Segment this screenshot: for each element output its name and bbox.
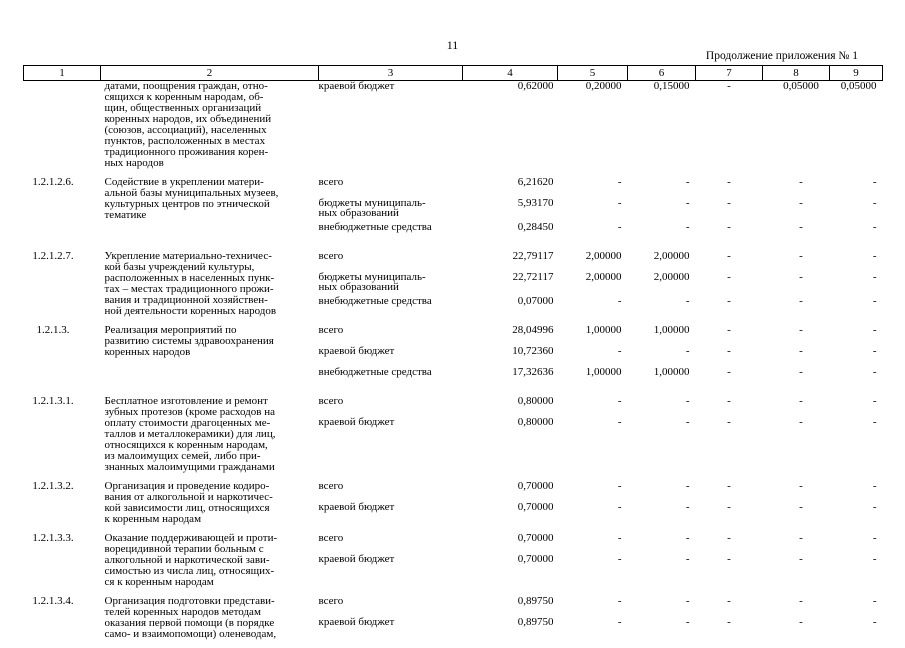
line-value: - xyxy=(617,553,622,565)
row-name: датами, поощрения граждан, отно- сящихся к коренным народам, об- щин, общественных организаций коренных народов, их объединений (союзов, ассоциаций), населенных пунктов, расположенных в местах традиционного проживания корен- ных народов xyxy=(104,80,272,169)
line-value: - xyxy=(799,480,803,492)
cell-c6 xyxy=(628,251,696,325)
line-value: - xyxy=(685,616,690,628)
line-value: внебюджетные средства xyxy=(318,221,432,233)
line-value: - xyxy=(799,197,803,209)
row-code: 1.2.1.3.4. xyxy=(32,595,74,607)
cell-src xyxy=(319,325,463,396)
line-value: 22,79117 xyxy=(512,250,554,262)
line-value: - xyxy=(617,532,622,544)
line-value: внебюджетные средства xyxy=(318,295,432,307)
line-value: - xyxy=(872,595,877,607)
cell-c9 xyxy=(830,325,883,396)
line-value: - xyxy=(727,595,731,607)
line-value: - xyxy=(685,176,690,188)
cell-c5 xyxy=(558,325,628,396)
line-value: - xyxy=(727,553,731,565)
cell-c4 xyxy=(463,177,558,251)
cell-c5 xyxy=(558,81,628,178)
col-header-5: 5 xyxy=(558,66,628,81)
line-value: 0,07000 xyxy=(517,295,554,307)
table-row xyxy=(24,533,883,596)
col-header-6: 6 xyxy=(628,66,696,81)
col-header-9: 9 xyxy=(830,66,883,81)
table-row xyxy=(24,177,883,251)
line-value: 0,80000 xyxy=(517,395,554,407)
line-value: - xyxy=(617,416,622,428)
line-value: - xyxy=(617,595,622,607)
line-value: - xyxy=(617,176,622,188)
cell-c9 xyxy=(830,177,883,251)
cell-c9 xyxy=(830,596,883,648)
line-value: 1,00000 xyxy=(585,366,622,378)
col-header-4: 4 xyxy=(463,66,558,81)
col-header-7: 7 xyxy=(696,66,763,81)
line-value: - xyxy=(685,345,690,357)
line-value: - xyxy=(872,416,877,428)
row-name: Оказание поддерживающей и проти- ворецидивной терапии больным с алкогольной и наркотической зави- симостью из числа лиц, относящих- ся к коренным народам xyxy=(104,532,278,588)
cell-c4 xyxy=(463,251,558,325)
line-value: - xyxy=(617,616,622,628)
line-value: - xyxy=(872,553,877,565)
row-name: Организация подготовки представи- телей коренных народов методам оказания первой помощи (в порядке само- и взаимопомощи) оленеводам, xyxy=(104,595,277,640)
cell-src xyxy=(319,396,463,481)
cell-c7 xyxy=(696,596,763,648)
col-header-3: 3 xyxy=(319,66,463,81)
line-value: - xyxy=(799,250,803,262)
line-value: - xyxy=(799,345,803,357)
line-value: - xyxy=(799,366,803,378)
cell-c9 xyxy=(830,533,883,596)
line-value: - xyxy=(617,480,622,492)
cell-c4 xyxy=(463,81,558,178)
cell-c7 xyxy=(696,81,763,178)
row-name: Организация и проведение кодиро- вания от алкогольной и наркотичес- кой зависимости лиц, относящихся к коренным народам xyxy=(104,480,273,525)
line-value: - xyxy=(872,345,877,357)
line-value: - xyxy=(617,345,622,357)
cell-c9 xyxy=(830,481,883,533)
line-value: - xyxy=(799,595,803,607)
cell-c8 xyxy=(763,81,830,178)
line-value: - xyxy=(799,532,803,544)
line-value: - xyxy=(727,480,731,492)
cell-src xyxy=(319,533,463,596)
line-value: краевой бюджет xyxy=(318,416,395,428)
line-value: бюджеты муниципаль- ных образований xyxy=(318,197,426,219)
line-value: всего xyxy=(318,395,344,407)
line-value: 0,89750 xyxy=(517,595,554,607)
line-value: - xyxy=(685,221,690,233)
cell-c5 xyxy=(558,481,628,533)
line-value: - xyxy=(727,250,731,262)
cell-c7 xyxy=(696,533,763,596)
line-value: 22,72117 xyxy=(512,271,554,283)
line-value: 28,04996 xyxy=(512,324,554,336)
line-value: - xyxy=(799,295,803,307)
line-value: краевой бюджет xyxy=(318,553,395,565)
line-value: - xyxy=(685,416,690,428)
line-value: - xyxy=(727,197,731,209)
line-value: - xyxy=(799,395,803,407)
cell-c5 xyxy=(558,177,628,251)
line-value: 0,70000 xyxy=(517,480,554,492)
cell-c5 xyxy=(558,596,628,648)
budget-table xyxy=(23,65,883,648)
row-code: 1.2.1.2.6. xyxy=(32,176,74,188)
cell-c8 xyxy=(763,325,830,396)
cell-c7 xyxy=(696,396,763,481)
col-header-2: 2 xyxy=(101,66,319,81)
table-row xyxy=(24,596,883,648)
table-row xyxy=(24,396,883,481)
line-value: 0,62000 xyxy=(517,80,554,92)
table-row xyxy=(24,251,883,325)
line-value: - xyxy=(727,501,731,513)
line-value: - xyxy=(727,416,731,428)
cell-c5 xyxy=(558,396,628,481)
cell-c4 xyxy=(463,396,558,481)
cell-c9 xyxy=(830,396,883,481)
line-value: - xyxy=(872,616,877,628)
line-value: 0,70000 xyxy=(517,553,554,565)
cell-c4 xyxy=(463,596,558,648)
line-value: - xyxy=(685,197,690,209)
line-value: - xyxy=(685,480,690,492)
line-value: - xyxy=(727,295,731,307)
line-value: бюджеты муниципаль- ных образований xyxy=(318,271,426,293)
line-value: - xyxy=(685,501,690,513)
row-code: 1.2.1.3.1. xyxy=(32,395,74,407)
line-value: - xyxy=(799,553,803,565)
line-value: - xyxy=(727,532,731,544)
line-value: - xyxy=(617,221,622,233)
cell-c8 xyxy=(763,251,830,325)
cell-c4 xyxy=(463,325,558,396)
line-value: 1,00000 xyxy=(585,324,622,336)
line-value: 17,32636 xyxy=(512,366,554,378)
row-code: 1.2.1.3. xyxy=(36,324,70,336)
col-header-1: 1 xyxy=(24,66,101,81)
continuation-label: Продолжение приложения № 1 xyxy=(705,50,858,62)
line-value: - xyxy=(799,324,803,336)
line-value: - xyxy=(727,80,731,92)
line-value: - xyxy=(872,295,877,307)
line-value: - xyxy=(872,395,877,407)
line-value: - xyxy=(799,176,803,188)
line-value: краевой бюджет xyxy=(318,345,395,357)
line-value: 0,80000 xyxy=(517,416,554,428)
line-value: - xyxy=(617,395,622,407)
line-value: всего xyxy=(318,176,344,188)
cell-c8 xyxy=(763,533,830,596)
line-value: 0,28450 xyxy=(517,221,554,233)
line-value: 2,00000 xyxy=(653,250,690,262)
line-value: - xyxy=(727,221,731,233)
cell-src xyxy=(319,81,463,178)
line-value: - xyxy=(617,501,622,513)
line-value: всего xyxy=(318,250,344,262)
line-value: - xyxy=(727,616,731,628)
line-value: - xyxy=(872,532,877,544)
cell-c7 xyxy=(696,481,763,533)
row-code: 1.2.1.3.3. xyxy=(32,532,74,544)
line-value: - xyxy=(872,366,877,378)
line-value: - xyxy=(685,295,690,307)
cell-c8 xyxy=(763,481,830,533)
line-value: - xyxy=(799,501,803,513)
line-value: всего xyxy=(318,595,344,607)
line-value: 10,72360 xyxy=(512,345,554,357)
line-value: краевой бюджет xyxy=(318,80,395,92)
line-value: - xyxy=(799,221,803,233)
cell-c6 xyxy=(628,81,696,178)
line-value: - xyxy=(617,295,622,307)
row-code xyxy=(24,81,101,178)
row-code: 1.2.1.3.2. xyxy=(32,480,74,492)
header-row xyxy=(24,66,883,81)
line-value: всего xyxy=(318,480,344,492)
line-value: 0,20000 xyxy=(585,80,622,92)
line-value: - xyxy=(617,197,622,209)
cell-c9 xyxy=(830,251,883,325)
line-value: 0,15000 xyxy=(653,80,690,92)
line-value: краевой бюджет xyxy=(318,616,395,628)
line-value: всего xyxy=(318,532,344,544)
table-row xyxy=(24,481,883,533)
cell-c6 xyxy=(628,325,696,396)
cell-c8 xyxy=(763,596,830,648)
line-value: внебюджетные средства xyxy=(318,366,432,378)
line-value: - xyxy=(872,221,877,233)
line-value: - xyxy=(799,271,803,283)
line-value: - xyxy=(872,250,877,262)
line-value: - xyxy=(872,176,877,188)
cell-c6 xyxy=(628,596,696,648)
line-value: 0,70000 xyxy=(517,532,554,544)
cell-c6 xyxy=(628,533,696,596)
line-value: - xyxy=(727,324,731,336)
cell-c7 xyxy=(696,177,763,251)
line-value: краевой бюджет xyxy=(318,501,395,513)
line-value: 0,05000 xyxy=(840,80,877,92)
line-value: - xyxy=(727,271,731,283)
line-value: - xyxy=(685,595,690,607)
line-value: 0,89750 xyxy=(517,616,554,628)
table-row xyxy=(24,325,883,396)
line-value: - xyxy=(685,395,690,407)
row-code: 1.2.1.2.7. xyxy=(32,250,74,262)
line-value: - xyxy=(727,345,731,357)
cell-c4 xyxy=(463,481,558,533)
line-value: - xyxy=(727,176,731,188)
line-value: 5,93170 xyxy=(517,197,554,209)
line-value: - xyxy=(799,616,803,628)
cell-c6 xyxy=(628,177,696,251)
line-value: - xyxy=(872,324,877,336)
col-header-8: 8 xyxy=(763,66,830,81)
line-value: - xyxy=(727,395,731,407)
cell-c8 xyxy=(763,177,830,251)
row-name: Реализация мероприятий по развитию системы здравоохранения коренных народов xyxy=(104,324,274,358)
line-value: - xyxy=(799,416,803,428)
line-value: всего xyxy=(318,324,344,336)
page-number: 11 xyxy=(446,38,459,52)
row-name: Укрепление материально-техничес- кой базы учреждений культуры, расположенных в населенных пунк- тах – местах традиционного прожи- вания и традиционной хозяйствен- ной деятельности коренных народов xyxy=(104,250,277,317)
cell-c5 xyxy=(558,533,628,596)
line-value: - xyxy=(727,366,731,378)
cell-src xyxy=(319,481,463,533)
line-value: 2,00000 xyxy=(585,250,622,262)
cell-c4 xyxy=(463,533,558,596)
line-value: 1,00000 xyxy=(653,324,690,336)
cell-src xyxy=(319,596,463,648)
cell-c8 xyxy=(763,396,830,481)
line-value: - xyxy=(872,197,877,209)
line-value: 2,00000 xyxy=(585,271,622,283)
line-value: - xyxy=(872,271,877,283)
line-value: 0,05000 xyxy=(783,80,819,92)
table-row xyxy=(24,81,883,178)
line-value: - xyxy=(872,501,877,513)
row-name: Содействие в укреплении матери- альной базы муниципальных музеев, культурных центров по этнической тематике xyxy=(104,176,279,221)
line-value: 2,00000 xyxy=(653,271,690,283)
line-value: - xyxy=(872,480,877,492)
cell-c7 xyxy=(696,325,763,396)
cell-c6 xyxy=(628,481,696,533)
row-name: Бесплатное изготовление и ремонт зубных протезов (кроме расходов на оплату стоимости драгоценных ме- таллов и металлокерамики) для лиц, относящихся к коренным народам, из малоимущих семей, либо при- знанных малоимущими гражданами xyxy=(104,395,276,473)
line-value: 1,00000 xyxy=(653,366,690,378)
cell-src xyxy=(319,177,463,251)
cell-c7 xyxy=(696,251,763,325)
line-value: - xyxy=(685,553,690,565)
line-value: - xyxy=(685,532,690,544)
cell-c6 xyxy=(628,396,696,481)
cell-c9 xyxy=(830,81,883,178)
cell-c5 xyxy=(558,251,628,325)
line-value: 0,70000 xyxy=(517,501,554,513)
cell-src xyxy=(319,251,463,325)
line-value: 6,21620 xyxy=(517,176,554,188)
